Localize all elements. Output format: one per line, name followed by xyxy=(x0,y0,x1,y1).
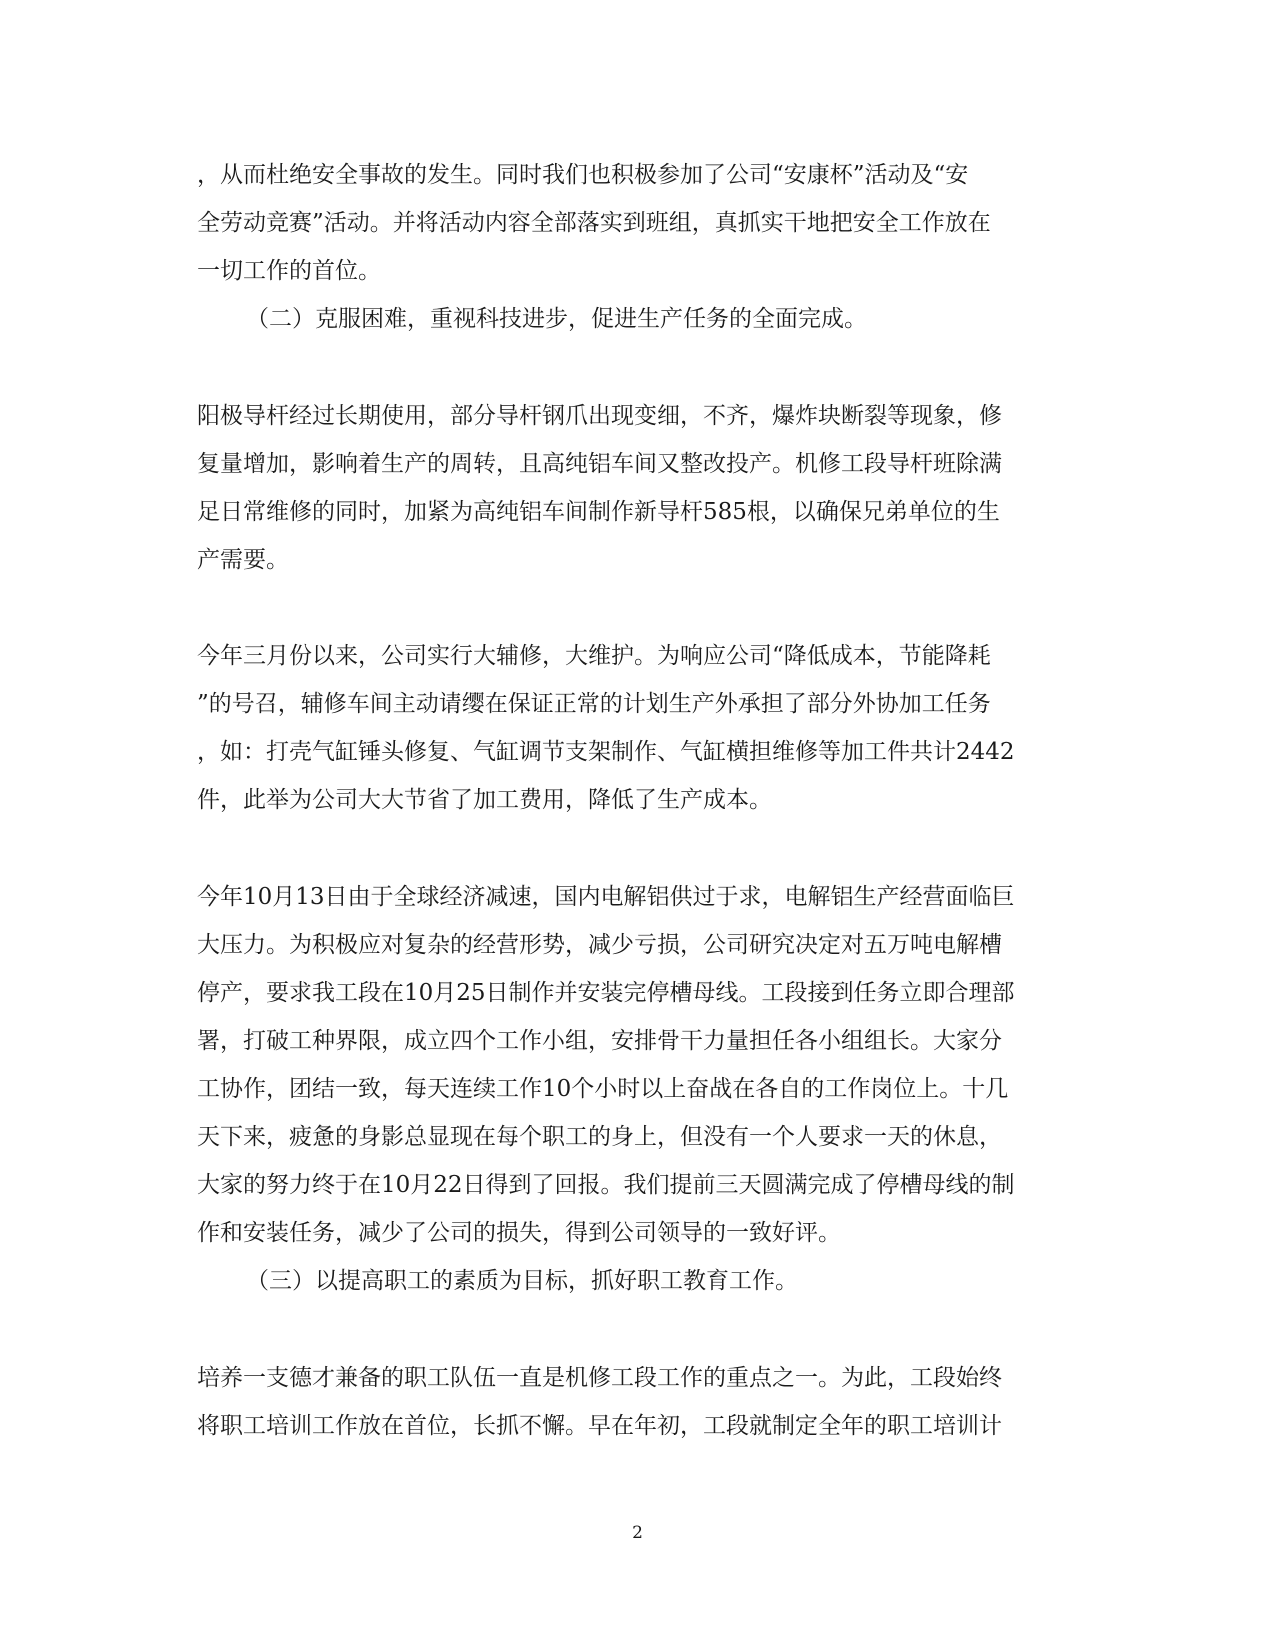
text-line: 今年10月13日由于全球经济减速，国内电解铝供过于求，电解铝生产经营面临巨 xyxy=(197,884,1015,910)
text-line: 天下来，疲惫的身影总显现在每个职工的身上，但没有一个人要求一天的休息， xyxy=(197,1124,1002,1150)
text-line: 足日常维修的同时，加紧为高纯铝车间制作新导杆585根，以确保兄弟单位的生 xyxy=(197,499,1000,525)
text-line: 复量增加，影响着生产的周转，且高纯铝车间又整改投产。机修工段导杆班除满 xyxy=(197,451,1002,477)
text-line: 阳极导杆经过长期使用，部分导杆钢爪出现变细，不齐，爆炸块断裂等现象，修 xyxy=(197,403,1002,429)
text-line: 大压力。为积极应对复杂的经营形势，减少亏损，公司研究决定对五万吨电解槽 xyxy=(197,932,1002,958)
text-line: 作和安装任务，减少了公司的损失，得到公司领导的一致好评。 xyxy=(197,1220,841,1246)
text-line: 培养一支德才兼备的职工队伍一直是机修工段工作的重点之一。为此，工段始终 xyxy=(197,1365,1002,1391)
page-number: 2 xyxy=(632,1523,643,1543)
text-line: 停产，要求我工段在10月25日制作并安装完停槽母线。工段接到任务立即合理部 xyxy=(197,980,1015,1006)
text-line: 一切工作的首位。 xyxy=(197,258,381,284)
text-line: 件，此举为公司大大节省了加工费用，降低了生产成本。 xyxy=(197,787,772,813)
text-line: ，从而杜绝安全事故的发生。同时我们也积极参加了公司“安康杯”活动及“安 xyxy=(197,162,969,188)
text-line: 将职工培训工作放在首位，长抓不懈。早在年初，工段就制定全年的职工培训计 xyxy=(197,1413,1002,1439)
text-line: ，如：打壳气缸锤头修复、气缸调节支架制作、气缸横担维修等加工件共计2442 xyxy=(197,739,1015,765)
text-line: 产需要。 xyxy=(197,547,289,573)
text-line: 今年三月份以来，公司实行大辅修，大维护。为响应公司“降低成本，节能降耗 xyxy=(197,643,991,669)
text-line: 全劳动竞赛”活动。并将活动内容全部落实到班组，真抓实干地把安全工作放在 xyxy=(197,210,991,236)
text-line: 署，打破工种界限，成立四个工作小组，安排骨干力量担任各小组组长。大家分 xyxy=(197,1028,1002,1054)
text-line: 大家的努力终于在10月22日得到了回报。我们提前三天圆满完成了停槽母线的制 xyxy=(197,1172,1015,1198)
section-heading: （三）以提高职工的素质为目标，抓好职工教育工作。 xyxy=(246,1268,798,1294)
text-line: 工协作，团结一致，每天连续工作10个小时以上奋战在各自的工作岗位上。十几 xyxy=(197,1076,1009,1102)
text-line: ”的号召，辅修车间主动请缨在保证正常的计划生产外承担了部分外协加工任务 xyxy=(197,691,991,717)
section-heading: （二）克服困难，重视科技进步，促进生产任务的全面完成。 xyxy=(246,306,867,332)
